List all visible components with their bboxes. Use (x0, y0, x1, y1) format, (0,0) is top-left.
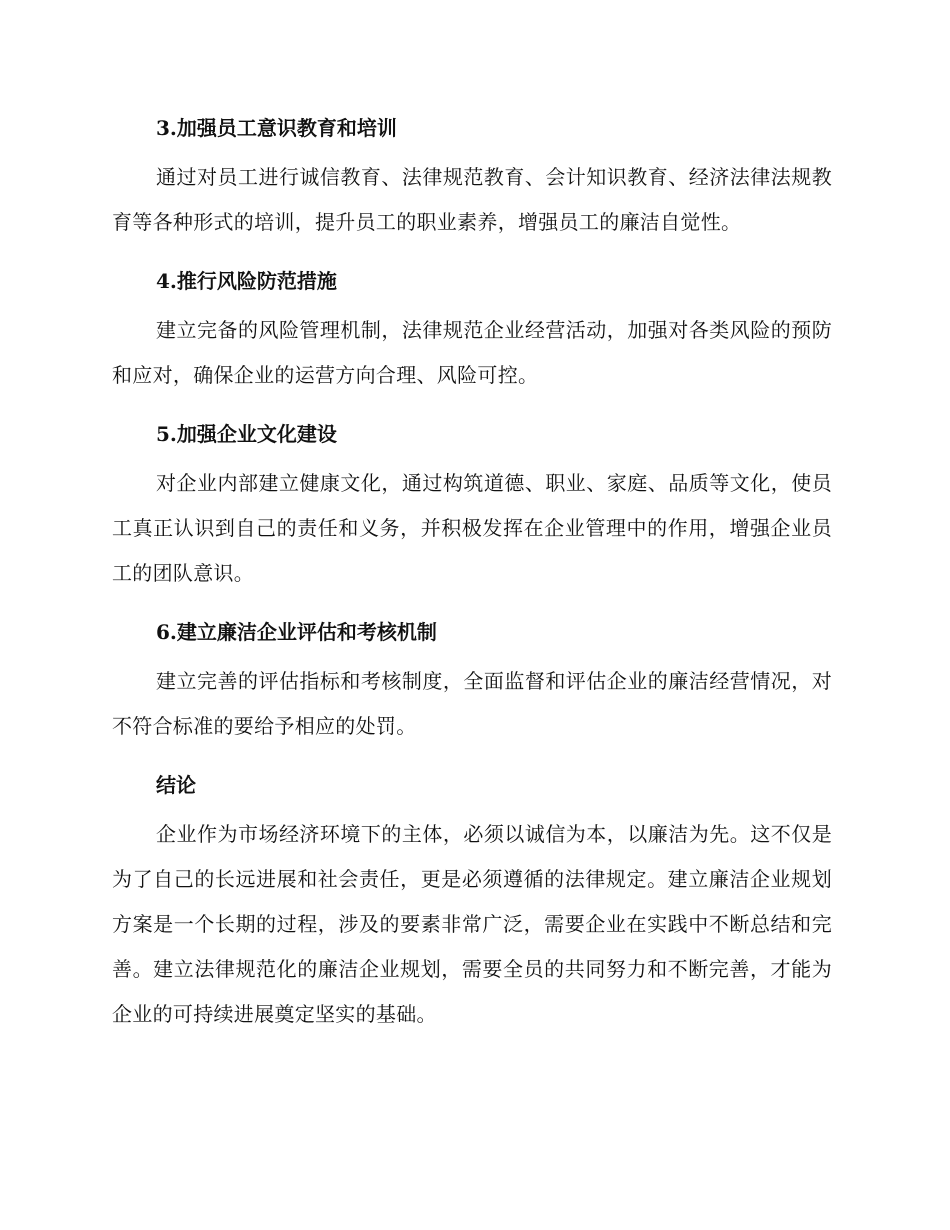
section-body-3: 通过对员工进行诚信教育、法律规范教育、会计知识教育、经济法律法规教育等各种形式的培训，提升员工的职业素养，增强员工的廉洁自觉性。 (112, 165, 832, 234)
section-body-6: 建立完善的评估指标和考核制度，全面监督和评估企业的廉洁经营情况，对不符合标准的要给予相应的处罚。 (112, 669, 832, 738)
section-heading-5: 5.加强企业文化建设 (156, 422, 337, 446)
conclusion-body: 企业作为市场经济环境下的主体，必须以诚信为本，以廉洁为先。这不仅是为了自己的长远进展和社会责任，更是必须遵循的法律规定。建立廉洁企业规划方案是一个长期的过程，涉及的要素非常广泛，需要企业在实践中不断总结和完善。建立法律规范化的廉洁企业规划，需要全员的共同努力和不断完善，才能为企业的可持续进展奠定坚实的基础。 (112, 822, 832, 1026)
document-page (112, 108, 832, 1053)
section-heading-4: 4.推行风险防范措施 (156, 269, 337, 293)
section-body-5: 对企业内部建立健康文化，通过构筑道德、职业、家庭、品质等文化，使员工真正认识到自己的责任和义务，并积极发挥在企业管理中的作用，增强企业员工的团队意识。 (112, 471, 832, 585)
section-heading-6: 6.建立廉洁企业评估和考核机制 (156, 620, 437, 644)
conclusion-heading: 结论 (156, 773, 196, 797)
section-body-4: 建立完备的风险管理机制，法律规范企业经营活动，加强对各类风险的预防和应对，确保企业的运营方向合理、风险可控。 (112, 318, 832, 387)
section-heading-3: 3.加强员工意识教育和培训 (156, 116, 397, 140)
